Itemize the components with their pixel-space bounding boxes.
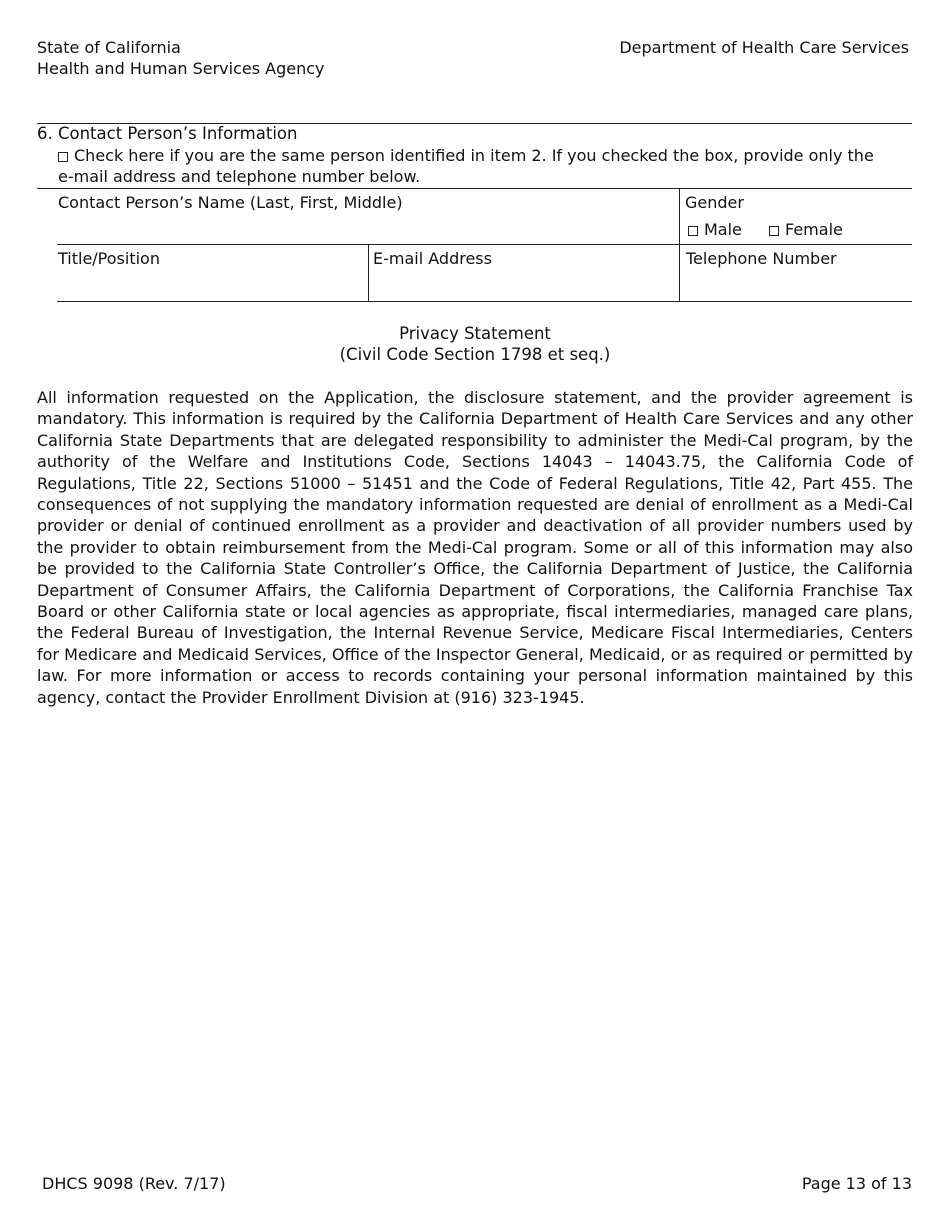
same-person-text: Check here if you are the same person identified in item 2. If you checked the box, provide only the: [74, 146, 874, 165]
telephone-input[interactable]: [686, 272, 910, 298]
female-label: Female: [785, 220, 843, 239]
title-position-input[interactable]: [58, 272, 365, 298]
title-position-label: Title/Position: [58, 249, 160, 268]
female-checkbox[interactable]: [769, 226, 779, 236]
male-checkbox[interactable]: [688, 226, 698, 236]
same-person-row: [58, 146, 874, 166]
section-title: 6. Contact Person’s Information: [37, 124, 298, 143]
email-label: E-mail Address: [373, 249, 492, 268]
page-number: Page 13 of 13: [801, 1174, 912, 1193]
table-top-rule: [37, 188, 912, 189]
table-middle-rule: [57, 244, 912, 245]
department-name: Department of Health Care Services: [619, 38, 909, 57]
same-person-checkbox[interactable]: [58, 152, 68, 162]
form-id: DHCS 9098 (Rev. 7/17): [42, 1174, 226, 1193]
agency-name: Health and Human Services Agency: [37, 59, 325, 78]
same-person-text-line2: e-mail address and telephone number below.: [58, 167, 421, 186]
agency-state: State of California: [37, 38, 181, 57]
table-divider-middle: [368, 244, 369, 301]
privacy-subheading: (Civil Code Section 1798 et seq.): [339, 345, 611, 364]
email-input[interactable]: [373, 272, 676, 298]
contact-name-label: Contact Person’s Name (Last, First, Middle): [58, 193, 403, 212]
gender-female-option: [769, 220, 843, 240]
privacy-heading: Privacy Statement: [399, 324, 551, 343]
gender-male-option: [688, 220, 742, 240]
male-label: Male: [704, 220, 742, 239]
telephone-label: Telephone Number: [686, 249, 837, 268]
gender-label: Gender: [685, 193, 744, 212]
privacy-body: All information requested on the Application, the disclosure statement, and the provider agreement is mandatory. This information is required by the California Department of Health Care Services and any other California State Departments that are delegated responsibility to administer the Medi-Cal program, by the authority of the Welfare and Institutions Code, Sections 14043 – 14043.75, the California Code of Regulations, Title 22, Sections 51000 – 51451 and the Code of Federal Regulations, Title 42, Part 455. The consequences of not supplying the mandatory information requested are denial of enrollment as a Medi-Cal provider or denial of continued enrollment as a provider and deactivation of all provider numbers used by the provider to obtain reimbursement from the Medi-Cal program. Some or all of this information may also be provided to the California State Controller’s Office, the California Department of Justice, the California Department of Consumer Affairs, the California Department of Corporations, the California Franchise Tax Board or other California state or local agencies as appropriate, fiscal intermediaries, managed care plans, the Federal Bureau of Investigation, the Internal Revenue Service, Medicare Fiscal Intermediaries, Centers for Medicare and Medicaid Services, Office of the Inspector General, Medicaid, or as required or permitted by law. For more information or access to records containing your personal information maintained by this agency, contact the Provider Enrollment Division at (916) 323-1945.: [37, 388, 913, 707]
table-bottom-rule: [57, 301, 912, 302]
table-divider-right: [679, 188, 680, 301]
contact-name-input[interactable]: [58, 216, 676, 242]
